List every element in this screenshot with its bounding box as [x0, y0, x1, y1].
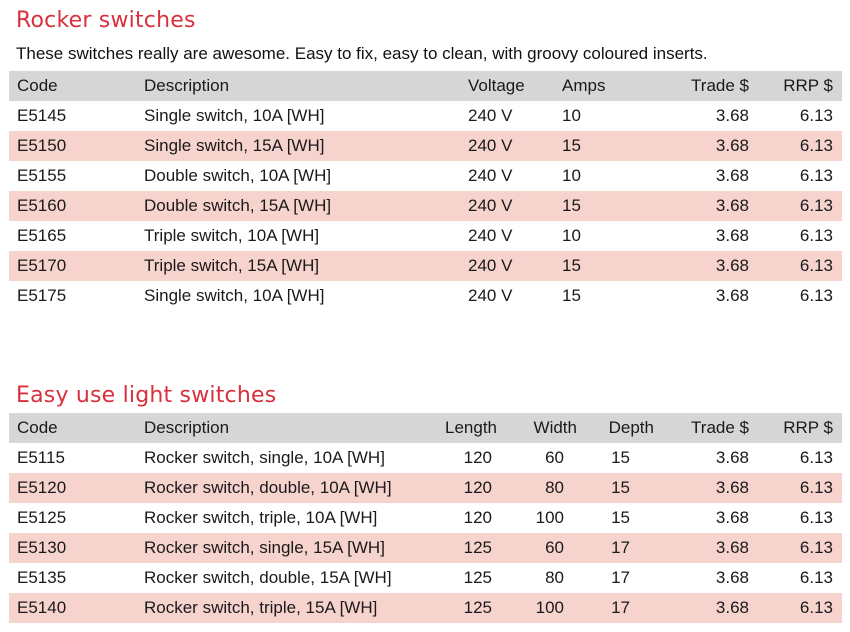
width-cell: 60	[545, 448, 564, 467]
length-cell: 120	[463, 478, 492, 497]
table-row	[9, 191, 842, 221]
trade-price-cell: 3.68	[715, 538, 749, 557]
trade-price-cell: 3.68	[715, 598, 749, 617]
rocker-switches-intro	[16, 44, 708, 64]
description-cell: Single switch, 10A [WH]	[144, 286, 325, 305]
depth-cell: 17	[611, 568, 630, 587]
length-cell: 120	[463, 448, 492, 467]
rrp-price-cell: 6.13	[799, 508, 833, 527]
col-width-header: Width	[533, 418, 577, 437]
voltage-cell: 240 V	[468, 166, 513, 185]
table-row	[9, 221, 842, 251]
width-cell: 60	[545, 538, 564, 557]
code-cell: E5160	[17, 196, 67, 215]
code-cell: E5150	[17, 136, 67, 155]
col-amps-header: Amps	[562, 76, 606, 95]
col-code-header: Code	[17, 418, 58, 437]
depth-cell: 15	[611, 508, 630, 527]
description-cell: Triple switch, 10A [WH]	[144, 226, 320, 245]
trade-price-cell: 3.68	[715, 136, 749, 155]
code-cell: E5155	[17, 166, 67, 185]
width-cell: 100	[535, 508, 564, 527]
description-cell: Single switch, 15A [WH]	[144, 136, 325, 155]
rocker-header-row	[9, 71, 842, 101]
rrp-price-cell: 6.13	[799, 538, 833, 557]
table-row	[9, 161, 842, 191]
length-cell: 120	[463, 508, 492, 527]
code-cell: E5115	[17, 448, 65, 467]
description-cell: Triple switch, 15A [WH]	[144, 256, 320, 275]
easy-header-row	[9, 413, 842, 443]
voltage-cell: 240 V	[468, 226, 513, 245]
description-cell: Rocker switch, double, 10A [WH]	[144, 478, 392, 497]
voltage-cell: 240 V	[468, 286, 513, 305]
rrp-price-cell: 6.13	[799, 448, 833, 467]
table-row	[9, 131, 842, 161]
voltage-cell: 240 V	[468, 196, 513, 215]
table-row	[9, 473, 842, 503]
voltage-cell: 240 V	[468, 136, 513, 155]
trade-price-cell: 3.68	[715, 196, 749, 215]
col-code-header: Code	[17, 76, 58, 95]
rrp-price-cell: 6.13	[799, 478, 833, 497]
easy-use-title: Easy use light switches	[16, 383, 277, 408]
description-cell: Double switch, 10A [WH]	[144, 166, 332, 185]
length-cell: 125	[463, 598, 492, 617]
depth-cell: 15	[611, 448, 630, 467]
code-cell: E5145	[17, 106, 67, 125]
trade-price-cell: 3.68	[715, 478, 749, 497]
amps-cell: 15	[562, 286, 581, 305]
table-row	[9, 281, 842, 311]
rrp-price-cell: 6.13	[799, 166, 833, 185]
rocker-switches-table	[9, 71, 842, 311]
amps-cell: 15	[562, 256, 581, 275]
col-trade-header: Trade $	[691, 76, 749, 95]
trade-price-cell: 3.68	[715, 256, 749, 275]
code-cell: E5130	[17, 538, 67, 557]
col-description-header: Description	[144, 418, 230, 437]
trade-price-cell: 3.68	[715, 166, 749, 185]
depth-cell: 17	[611, 538, 630, 557]
trade-price-cell: 3.68	[715, 106, 749, 125]
width-cell: 80	[545, 568, 564, 587]
rocker-switches-intro-text: These switches really are awesome. Easy to fix, easy to clean, with groovy coloured inserts.	[16, 44, 708, 63]
code-cell: E5120	[17, 478, 67, 497]
code-cell: E5175	[17, 286, 67, 305]
easy-use-table	[9, 413, 842, 623]
description-cell: Rocker switch, triple, 10A [WH]	[144, 508, 378, 527]
trade-price-cell: 3.68	[715, 568, 749, 587]
amps-cell: 15	[562, 196, 581, 215]
rrp-price-cell: 6.13	[799, 226, 833, 245]
code-cell: E5140	[17, 598, 67, 617]
table-row	[9, 251, 842, 281]
code-cell: E5125	[17, 508, 67, 527]
code-cell: E5170	[17, 256, 67, 275]
depth-cell: 15	[611, 478, 630, 497]
col-length-header: Length	[445, 418, 497, 437]
col-trade-header: Trade $	[691, 418, 749, 437]
col-description-header: Description	[144, 76, 230, 95]
description-cell: Double switch, 15A [WH]	[144, 196, 332, 215]
width-cell: 100	[535, 598, 564, 617]
amps-cell: 15	[562, 136, 581, 155]
description-cell: Rocker switch, double, 15A [WH]	[144, 568, 392, 587]
rrp-price-cell: 6.13	[799, 568, 833, 587]
col-voltage-header: Voltage	[468, 76, 525, 95]
depth-cell: 17	[611, 598, 630, 617]
description-cell: Rocker switch, single, 10A [WH]	[144, 448, 385, 467]
amps-cell: 10	[562, 166, 581, 185]
description-cell: Single switch, 10A [WH]	[144, 106, 325, 125]
voltage-cell: 240 V	[468, 256, 513, 275]
easy-use-body	[9, 443, 842, 623]
trade-price-cell: 3.68	[715, 508, 749, 527]
amps-cell: 10	[562, 106, 581, 125]
description-cell: Rocker switch, single, 15A [WH]	[144, 538, 385, 557]
trade-price-cell: 3.68	[715, 226, 749, 245]
rrp-price-cell: 6.13	[799, 136, 833, 155]
table-row	[9, 443, 842, 473]
length-cell: 125	[463, 568, 492, 587]
rrp-price-cell: 6.13	[799, 256, 833, 275]
col-depth-header: Depth	[608, 418, 654, 437]
trade-price-cell: 3.68	[715, 286, 749, 305]
rocker-switches-body	[9, 101, 842, 311]
col-rrp-header: RRP $	[783, 418, 833, 437]
voltage-cell: 240 V	[468, 106, 513, 125]
rrp-price-cell: 6.13	[799, 196, 833, 215]
col-rrp-header: RRP $	[783, 76, 833, 95]
table-row	[9, 593, 842, 623]
rrp-price-cell: 6.13	[799, 106, 833, 125]
table-row	[9, 563, 842, 593]
table-row	[9, 101, 842, 131]
description-cell: Rocker switch, triple, 15A [WH]	[144, 598, 378, 617]
length-cell: 125	[463, 538, 492, 557]
rocker-switches-title: Rocker switches	[16, 8, 196, 33]
code-cell: E5165	[17, 226, 67, 245]
table-row	[9, 503, 842, 533]
table-row	[9, 533, 842, 563]
code-cell: E5135	[17, 568, 67, 587]
rrp-price-cell: 6.13	[799, 598, 833, 617]
amps-cell: 10	[562, 226, 581, 245]
rrp-price-cell: 6.13	[799, 286, 833, 305]
trade-price-cell: 3.68	[715, 448, 749, 467]
width-cell: 80	[545, 478, 564, 497]
